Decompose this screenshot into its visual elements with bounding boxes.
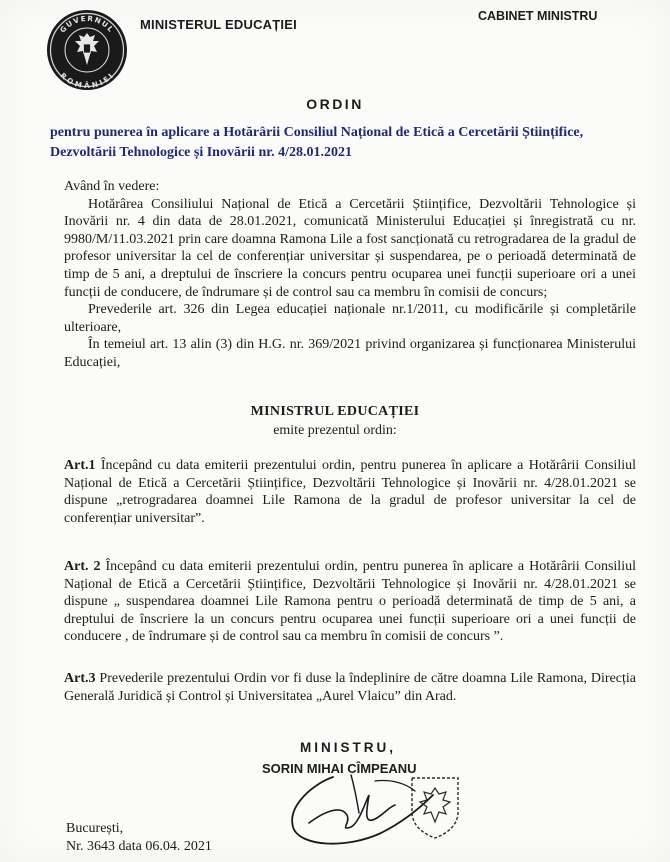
article-2-label: Art. 2 <box>64 559 101 574</box>
article-2 <box>64 558 636 646</box>
issuer-heading: MINISTRUL EDUCAȚIEI <box>250 404 420 419</box>
article-1-text: Începând cu data emiterii prezentului ordin, pentru punerea în aplicare a Hotărârii Consiliul Național de Etică a Cercetării Științifice, Dezvoltării Tehnologice și Inovării nr. 4/28.01.2021 se dispune „retrogradarea doamnei Lile Ramona de la gradul de profesor universitar la cel de conferențiar universitar”. <box>64 458 636 526</box>
order-number: Nr. 3643 data 06.04. 2021 <box>66 839 212 854</box>
issuer-line: emite prezentul ordin: <box>273 423 397 438</box>
article-1-label: Art.1 <box>64 458 96 473</box>
seal-text-bottom: ROMÂNIEI <box>58 70 116 91</box>
preamble-intro: Având în vedere: <box>64 179 160 194</box>
article-3 <box>64 670 636 705</box>
cabinet-header: CABINET MINISTRU <box>478 9 598 23</box>
document-subtitle: pentru punerea în aplicare a Hotărârii Consiliul Național de Etică a Cercetării Științifice, Dezvoltării Tehnologice și Inovării nr. 4/28.01.2021 <box>50 125 584 160</box>
government-seal-icon <box>45 8 129 92</box>
preamble-paragraph-1: Hotărârea Consiliului Național de Etică a Cercetării Științifice, Dezvoltării Tehnologice și Inovării nr. 4 din data de 28.01.2021, comunicată Ministerului Educației și înregistrată cu nr. 9980/M/11.03.2021 prin care doamna Ramona Lile a fost sancționată cu retrogradarea de la gradul de profesor universitar la cel de conferențiar universitar și suspendarea, pe o perioadă determinată de timp de 5 ani, a dreptului de înscriere la concurs pentru ocuparea unei funcții superioare ori a unei funcții de conducere, de îndrumare și de control sau ca membru în comisii de concurs; <box>64 196 636 300</box>
article-3-text: Prevederile prezentului Ordin vor fi duse la îndeplinire de către doamna Lile Ramona, Direcția Generală Juridică și Control și Universitatea „Aurel Vlaicu” din Arad. <box>64 671 636 704</box>
article-3-label: Art.3 <box>64 671 96 686</box>
signature-name: SORIN MIHAI CÎMPEANU <box>262 761 417 776</box>
place-date <box>66 820 212 856</box>
seal-text-top: GUVERNUL <box>57 13 117 35</box>
preamble <box>64 178 636 372</box>
preamble-paragraph-2: Prevederile art. 326 din Legea educației naționale nr.1/2011, cu modificările și completările ulterioare, <box>64 302 636 335</box>
ministry-header: MINISTERUL EDUCAȚIEI <box>140 17 297 32</box>
signature-title: MINISTRU, <box>300 740 396 755</box>
article-1 <box>64 457 636 527</box>
preamble-paragraph-3: În temeiul art. 13 alin (3) din H.G. nr. 369/2021 privind organizarea și funcționarea Ministerului Educației, <box>64 337 636 370</box>
article-2-text: Începând cu data emiterii prezentului ordin, pentru punerea în aplicare a Hotărârii Consiliul Național de Etică a Cercetării Științifice, Dezvoltării Tehnologice și Inovării nr. 4/28.01.2021 se dispune „ suspendarea doamnei Lile Ramona pentru o perioadă determinată de timp de 5 ani, a dreptului de înscriere la un concurs pentru ocuparea unei funcții superioare ori a unei funcții de conducere , de îndrumare și de control sau ca membru în comisii de concurs ”. <box>64 559 636 645</box>
official-stamp-icon <box>406 772 464 840</box>
place-city: București, <box>66 821 124 836</box>
document-title: ORDIN <box>306 96 364 112</box>
